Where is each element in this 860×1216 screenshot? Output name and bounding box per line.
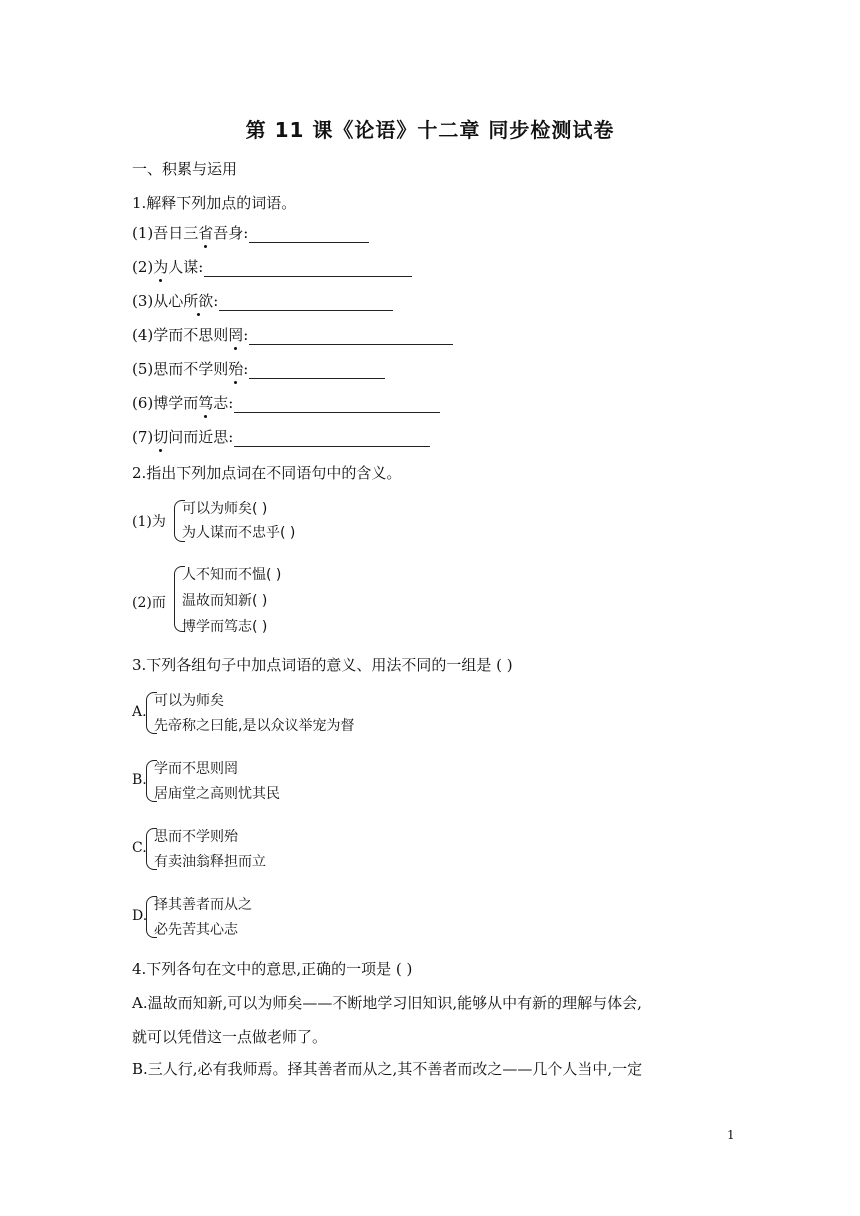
group-label: (1)为 xyxy=(132,514,166,530)
question-1-item: (5)思而不学则殆: xyxy=(132,358,385,379)
choice-line: 有卖油翁释担而立 xyxy=(154,854,266,870)
question-2-stem: 2.指出下列加点词在不同语句中的含义。 xyxy=(132,464,402,482)
answer-blank[interactable] xyxy=(249,362,385,379)
page-number: 1 xyxy=(727,1128,735,1142)
meaning-option: 温故而知新( ) xyxy=(182,593,268,609)
meaning-option: 人不知而不愠( ) xyxy=(182,567,282,583)
choice-option[interactable] xyxy=(132,690,432,740)
meaning-option: 可以为师矣( ) xyxy=(182,501,268,517)
answer-blank[interactable] xyxy=(249,226,369,243)
group-label: (2)而 xyxy=(132,595,166,611)
choice-line: 思而不学则殆 xyxy=(154,829,238,845)
question-1-item: (6)博学而笃志: xyxy=(132,392,440,413)
choice-line: 先帝称之曰能,是以众议举宠为督 xyxy=(154,718,355,734)
answer-blank[interactable] xyxy=(204,260,412,277)
choice-line: 学而不思则罔 xyxy=(154,761,238,777)
section-heading: 一、积累与运用 xyxy=(132,160,238,178)
answer-blank[interactable] xyxy=(249,328,453,345)
question-1-item: (7)切问而近思: xyxy=(132,426,430,447)
choice-option[interactable] xyxy=(132,758,432,808)
answer-blank[interactable] xyxy=(219,294,393,311)
choice-line: 可以为师矣 xyxy=(154,693,224,709)
choice-line: 居庙堂之高则忧其民 xyxy=(154,786,280,802)
question-1-item: (3)从心所欲: xyxy=(132,290,393,311)
question-4-option-a-continued: 就可以凭借这一点做老师了。 xyxy=(132,1028,328,1046)
question-4-stem: 4.下列各句在文中的意思,正确的一项是 ( ) xyxy=(132,960,413,978)
question-1-item: (1)吾日三省吾身: xyxy=(132,222,369,243)
question-4-option-a[interactable]: A.温故而知新,可以为师矣——不断地学习旧知识,能够从中有新的理解与体会, xyxy=(132,994,642,1012)
meaning-option: 为人谋而不忠乎( ) xyxy=(182,525,296,541)
page-title: 第 11 课《论语》十二章 同步检测试卷 xyxy=(245,118,615,142)
question-4-option-b[interactable]: B.三人行,必有我师焉。择其善者而从之,其不善者而改之——几个人当中,一定 xyxy=(132,1060,643,1078)
answer-blank[interactable] xyxy=(234,430,430,447)
choice-label: C. xyxy=(132,840,147,856)
choice-label: B. xyxy=(132,772,147,788)
question-1-item: (2)为人谋: xyxy=(132,256,412,277)
emphasis-dot-word: 省 xyxy=(198,224,214,242)
choice-option[interactable] xyxy=(132,826,432,876)
emphasis-dot-word: 所欲 xyxy=(183,292,214,310)
meaning-group xyxy=(132,564,432,636)
choice-line: 必先苦其心志 xyxy=(154,922,238,938)
question-3-stem: 3.下列各组句子中加点词语的意义、用法不同的一组是 ( ) xyxy=(132,656,513,674)
emphasis-dot-word: 切 xyxy=(153,428,169,446)
meaning-option: 博学而笃志( ) xyxy=(182,619,268,635)
emphasis-dot-word: 罔 xyxy=(228,326,244,344)
emphasis-dot-word: 殆 xyxy=(228,360,244,378)
choice-label: A. xyxy=(132,704,147,720)
answer-blank[interactable] xyxy=(234,396,440,413)
question-1-stem: 1.解释下列加点的词语。 xyxy=(132,194,297,212)
emphasis-dot-word: 为 xyxy=(153,258,169,276)
choice-option[interactable] xyxy=(132,894,432,944)
choice-label: D. xyxy=(132,908,148,924)
question-1-item: (4)学而不思则罔: xyxy=(132,324,453,345)
emphasis-dot-word: 笃 xyxy=(198,394,214,412)
meaning-group xyxy=(132,498,432,548)
choice-line: 择其善者而从之 xyxy=(154,897,252,913)
